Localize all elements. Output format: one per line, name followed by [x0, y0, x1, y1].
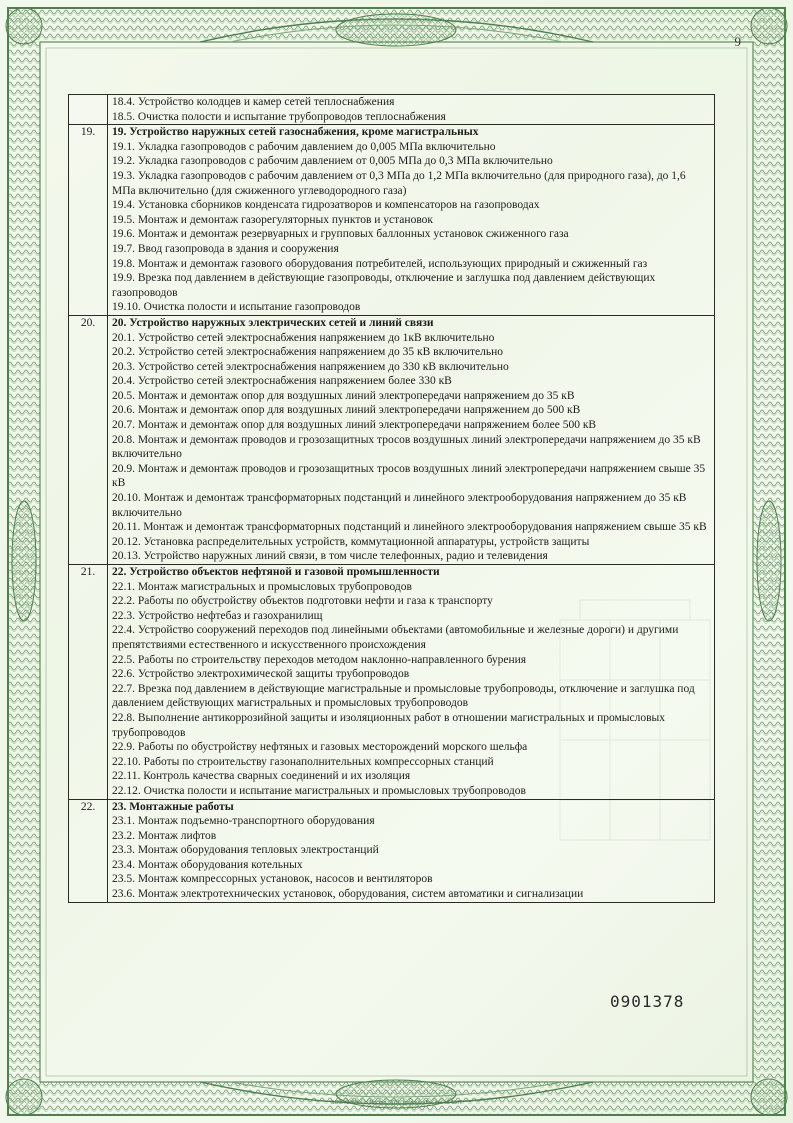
- work-item: 18.5. Очистка полости и испытание трубопроводов теплоснабжения: [112, 110, 446, 123]
- work-item: 19.5. Монтаж и демонтаж газорегуляторных пунктов и установок: [112, 213, 434, 226]
- work-item: 22.3. Устройство нефтебаз и газохранилищ: [112, 609, 323, 622]
- work-item: 19.4. Установка сборников конденсата гидрозатворов и компенсаторов на газопроводах: [112, 199, 540, 212]
- work-item: 22.10. Работы по строительству газонаполнительных компрессорных станций: [112, 755, 494, 768]
- work-item: 19.2. Укладка газопроводов с рабочим давлением от 0,005 МПа до 0,3 МПа включительно: [112, 155, 553, 168]
- work-item: 22.7. Врезка под давлением в действующие магистральные и промысловые трубопроводы, отключение и заглушка под давлением действующих магистральных и промысловых трубопроводов: [112, 682, 695, 710]
- work-item: 23.3. Монтаж оборудования тепловых электростанций: [112, 844, 379, 857]
- work-item: 19.8. Монтаж и демонтаж газового оборудования потребителей, использующих природный и сжиженный газ: [112, 257, 648, 270]
- work-item: 22.9. Работы по обустройству нефтяных и газовых месторождений морского шельфа: [112, 741, 528, 754]
- work-item: 22.2. Работы по обустройству объектов подготовки нефти и газа к транспорту: [112, 595, 493, 608]
- table-row: [69, 315, 715, 564]
- work-item: 20.11. Монтаж и демонтаж трансформаторных подстанций и линейного электрооборудования напряжением свыше 35 кВ: [112, 521, 707, 534]
- work-types-table: [68, 94, 715, 903]
- row-content-cell: [108, 565, 715, 800]
- work-item: 22.6. Устройство электрохимической защиты трубопроводов: [112, 668, 410, 681]
- work-item: 23.1. Монтаж подъемно-транспортного оборудования: [112, 815, 375, 828]
- work-item: 23.4. Монтаж оборудования котельных: [112, 858, 303, 871]
- work-item: 19.9. Врезка под давлением в действующие газопроводы, отключение и заглушка под давлением действующих газопроводов: [112, 272, 656, 299]
- row-content-cell: [108, 125, 715, 316]
- serial-number: 0901378: [610, 992, 685, 1011]
- work-item: 20.8. Монтаж и демонтаж проводов и грозозащитных тросов воздушных линий электропередачи напряжением до 35 кВ включительно: [112, 433, 701, 461]
- table-row: [69, 125, 715, 316]
- row-number-cell: 22.: [69, 799, 108, 902]
- work-item: 20.12. Установка распределительных устройств, коммутационной аппаратуры, устройств защиты: [112, 535, 590, 548]
- work-item: 22.12. Очистка полости и испытание магистральных и промысловых трубопроводов: [112, 784, 526, 797]
- row-content-cell: [108, 315, 715, 564]
- row-content-cell: [108, 799, 715, 902]
- work-item: 20.1. Устройство сетей электроснабжения напряжением до 1кВ включительно: [112, 331, 495, 344]
- printer-imprint: ООО «ВНИК», г. Москва, 2011, уровень «В», зак. № 5577: [330, 1100, 463, 1106]
- work-item: 19.10. Очистка полости и испытание газопроводов: [112, 301, 361, 314]
- work-item: 22.5. Работы по строительству переходов методом наклонно-направленного бурения: [112, 653, 527, 666]
- work-item: 20.7. Монтаж и демонтаж опор для воздушных линий электропередачи напряжением более 500 кВ: [112, 419, 597, 432]
- work-item: 22.1. Монтаж магистральных и промысловых трубопроводов: [112, 580, 412, 593]
- work-item: 18.4. Устройство колодцев и камер сетей теплоснабжения: [112, 96, 395, 108]
- work-item: 23.2. Монтаж лифтов: [112, 829, 217, 842]
- work-item: 22.11. Контроль качества сварных соединений и их изоляция: [112, 770, 411, 783]
- work-item: 19.3. Укладка газопроводов с рабочим давлением от 0,3 МПа до 1,2 МПа включительно (для природного газа), до 1,6 МПа включительно (для сжиженного углеводородного газа): [112, 169, 686, 197]
- section-title: 20. Устройство наружных электрических сетей и линий связи: [112, 316, 434, 329]
- section-title: 22. Устройство объектов нефтяной и газовой промышленности: [112, 566, 440, 578]
- work-item: 20.2. Устройство сетей электроснабжения напряжением до 35 кВ включительно: [112, 346, 504, 359]
- table-row: [69, 95, 715, 125]
- section-title: 19. Устройство наружных сетей газоснабжения, кроме магистральных: [112, 126, 479, 139]
- work-item: 20.3. Устройство сетей электроснабжения напряжением до 330 кВ включительно: [112, 360, 509, 373]
- row-content-cell: [108, 95, 715, 125]
- work-item: 20.9. Монтаж и демонтаж проводов и грозозащитных тросов воздушных линий электропередачи напряжением свыше 35 кВ: [112, 462, 706, 490]
- work-item: 20.5. Монтаж и демонтаж опор для воздушных линий электропередачи напряжением до 35 кВ: [112, 389, 575, 402]
- work-item: 23.6. Монтаж электротехнических установок, оборудования, систем автоматики и сигнализации: [112, 888, 584, 901]
- page-number: 9: [734, 34, 741, 49]
- table-row: [69, 565, 715, 800]
- work-item: 23.5. Монтаж компрессорных установок, насосов и вентиляторов: [112, 873, 433, 886]
- work-item: 19.6. Монтаж и демонтаж резервуарных и групповых баллонных установок сжиженного газа: [112, 228, 569, 241]
- work-item: 20.10. Монтаж и демонтаж трансформаторных подстанций и линейного электрооборудования напряжением до 35 кВ включительно: [112, 492, 687, 519]
- row-number-cell: 20.: [69, 315, 108, 564]
- work-item: 19.7. Ввод газопровода в здания и сооружения: [112, 242, 339, 255]
- row-number-cell: [69, 95, 108, 125]
- work-item: 20.4. Устройство сетей электроснабжения напряжением более 330 кВ: [112, 375, 452, 388]
- work-item: 19.1. Укладка газопроводов с рабочим давлением до 0,005 МПа включительно: [112, 140, 496, 153]
- row-number-cell: 19.: [69, 125, 108, 316]
- work-item: 20.6. Монтаж и демонтаж опор для воздушных линий электропередачи напряжением до 500 кВ: [112, 404, 581, 417]
- work-item: 20.13. Устройство наружных линий связи, в том числе телефонных, радио и телевидения: [112, 550, 548, 563]
- table-row: [69, 799, 715, 902]
- work-item: 22.8. Выполнение антикоррозийной защиты и изоляционных работ в отношении магистральных и промысловых трубопроводов: [112, 711, 666, 739]
- row-number-cell: 21.: [69, 565, 108, 800]
- section-title: 23. Монтажные работы: [112, 800, 234, 813]
- work-item: 22.4. Устройство сооружений переходов под линейными объектами (автомобильные и железные дороги) и другими препятствиями естественного и искусственного происхождения: [112, 624, 679, 651]
